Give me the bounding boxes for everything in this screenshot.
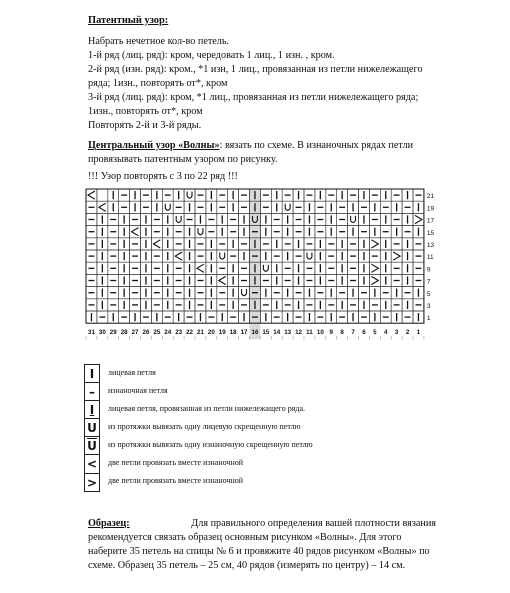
column-number: 27	[131, 329, 139, 337]
legend-item: лицевая петля	[108, 368, 156, 377]
row-number: 7	[426, 278, 431, 286]
crossed-stitch-icon	[176, 216, 181, 223]
decrease-right-icon	[393, 252, 400, 260]
column-number: 26	[142, 329, 150, 337]
column-number: 6	[362, 329, 366, 337]
column-number: 5	[373, 329, 377, 337]
column-number: 30	[98, 329, 106, 337]
waves-paragraph	[88, 139, 413, 152]
crossed-stitch-icon	[285, 204, 290, 211]
column-number: 18	[229, 329, 237, 337]
row-number: 15	[426, 229, 435, 237]
scheme-cell	[195, 226, 206, 238]
scheme-cell	[217, 250, 228, 262]
column-number: 11	[306, 329, 313, 337]
patent-heading: Патентный узор:	[88, 15, 169, 26]
crossed-stitch-icon	[351, 216, 356, 223]
patent-line: 3-й ряд (лиц. ряд): кром, *1 лиц., провязанная из петли нижележащего ряда;	[88, 92, 419, 103]
patent-line: 2-й ряд (изн. ряд): кром., *1 изн, 1 лиц., провязанная из петли нижележащего	[88, 64, 423, 75]
column-number: 12	[295, 329, 302, 337]
column-number: 17	[240, 329, 248, 337]
scheme-cell	[282, 201, 293, 213]
legend-symbol: <	[86, 457, 98, 472]
column-number: 7	[351, 329, 355, 337]
patent-line: ряда; 1изн., повторять от*, кром	[88, 78, 228, 89]
column-number: 14	[273, 329, 281, 337]
column-number: 8	[340, 329, 344, 337]
crossed-stitch-icon	[307, 253, 312, 260]
patent-line: 1изн., повторять от*, кром	[88, 106, 203, 117]
crossed-stitch-icon	[198, 228, 203, 235]
scheme-cell	[260, 262, 271, 274]
column-number: 21	[197, 329, 204, 337]
crossed-purl-icon	[85, 437, 99, 455]
row-number: 5	[426, 290, 431, 298]
decrease-right-icon	[85, 474, 99, 492]
patent-line: 1-й ряд (лиц. ряд): кром, чередовать 1 лиц., 1 изн. , кром.	[88, 50, 335, 61]
column-number: 25	[153, 329, 161, 337]
knitting-scheme	[84, 187, 436, 345]
legend-symbol: $\overline{U}$	[87, 438, 97, 453]
legend-symbol: I	[89, 366, 95, 381]
decrease-left-icon	[175, 252, 182, 260]
scheme-cell	[97, 189, 108, 201]
scheme-cell	[184, 189, 195, 201]
legend-item: две петли провязать вместе изнаночной	[108, 458, 244, 467]
column-number: 16	[251, 329, 259, 337]
scheme-cell	[173, 213, 184, 225]
row-number: 13	[426, 242, 435, 249]
scheme-cell	[304, 250, 315, 262]
column-number: 29	[109, 329, 117, 337]
legend-symbol: I	[89, 402, 95, 417]
legend-symbol: >	[86, 475, 98, 490]
legend-item: из протяжки вывязать одну изнаночную скрещенную петлю	[108, 440, 313, 449]
decrease-left-icon	[99, 203, 106, 211]
column-number: 24	[164, 329, 172, 337]
sample-text-2: рекомендуется связать образец основным рисунком «Волны». Для этого	[88, 532, 402, 543]
scheme-cell	[239, 287, 250, 299]
column-number: 19	[218, 329, 226, 337]
column-number: 9	[329, 329, 333, 337]
decrease-right-icon	[371, 276, 378, 284]
knit-stitch-icon	[85, 365, 99, 383]
column-number: 13	[284, 329, 292, 337]
row-number: 17	[426, 217, 435, 225]
crossed-stitch-icon	[220, 253, 225, 260]
crossed-knit-icon	[85, 419, 99, 437]
column-number: 15	[262, 329, 270, 337]
repeat-note: !!! Узор повторять с 3 по 22 ряд !!!	[88, 171, 238, 182]
decrease-left-icon	[153, 240, 160, 248]
waves-heading: Центральный узор «Волны»	[88, 140, 220, 151]
legend-item: изнаночная петля	[108, 386, 168, 395]
sample-text-4: схеме. Образец 35 петель – 25 см, 40 рядов (измерять по центру) – 14 см.	[88, 560, 406, 571]
column-number: 31	[88, 329, 95, 337]
sample-text-1: Для правильного определения вашей плотности вязания	[191, 518, 436, 529]
decrease-right-icon	[371, 240, 378, 248]
sample-text-3: наберите 35 петель на спицы № 6 и провяжите 40 рядов рисунком «Волны» по	[88, 546, 430, 557]
legend-item: лицевая петля, провязанная из петли нижележащего ряда.	[108, 404, 306, 413]
legend-symbol: –	[89, 384, 95, 399]
row-number: 1	[426, 315, 431, 323]
patent-line: Набрать нечетное кол-во петель.	[88, 36, 230, 47]
decrease-right-icon	[371, 264, 378, 272]
column-number: 23	[175, 329, 183, 337]
column-number: 2	[405, 329, 410, 337]
decrease-left-icon	[219, 276, 226, 284]
legend-item: из протяжки вывязать одну лицевую скрещенную петлю	[108, 422, 301, 431]
column-number: 22	[186, 329, 193, 337]
crossed-stitch-icon	[263, 265, 268, 272]
row-number: 3	[426, 303, 431, 310]
legend-symbol: U	[87, 420, 97, 435]
column-number: 20	[207, 329, 215, 337]
patent-line: Повторять 2-й и 3-й ряды.	[88, 120, 202, 131]
sample-line-1	[88, 517, 436, 530]
decrease-left-icon	[85, 455, 99, 473]
knit-below-icon	[85, 401, 99, 419]
purl-stitch-icon	[85, 383, 99, 401]
column-number: 1	[416, 329, 421, 337]
legend-symbols	[84, 364, 100, 492]
column-number: 28	[120, 329, 128, 337]
crossed-stitch-icon	[187, 192, 192, 199]
scheme-cell	[162, 201, 173, 213]
row-number: 11	[426, 254, 434, 262]
waves-text-2: провязывать патентным узором по рисунку.	[88, 154, 278, 165]
row-number: 21	[426, 193, 435, 201]
row-number: 9	[426, 266, 431, 274]
column-number: 3	[394, 329, 399, 337]
scheme-cell	[348, 213, 359, 225]
waves-text-1: : вязать по схеме. В изнаночных рядах петли	[219, 140, 414, 151]
decrease-left-icon	[88, 191, 95, 199]
column-number: 4	[384, 329, 388, 337]
row-number: 19	[426, 205, 435, 213]
crossed-stitch-icon	[165, 204, 170, 211]
column-number: 10	[316, 329, 324, 337]
decrease-left-icon	[132, 228, 139, 236]
decrease-right-icon	[415, 215, 422, 223]
decrease-left-icon	[197, 264, 204, 272]
crossed-stitch-icon	[242, 289, 247, 296]
legend-item: две петли провязать вместе изнаночной	[108, 476, 244, 485]
sample-heading: Образец:	[88, 518, 130, 529]
